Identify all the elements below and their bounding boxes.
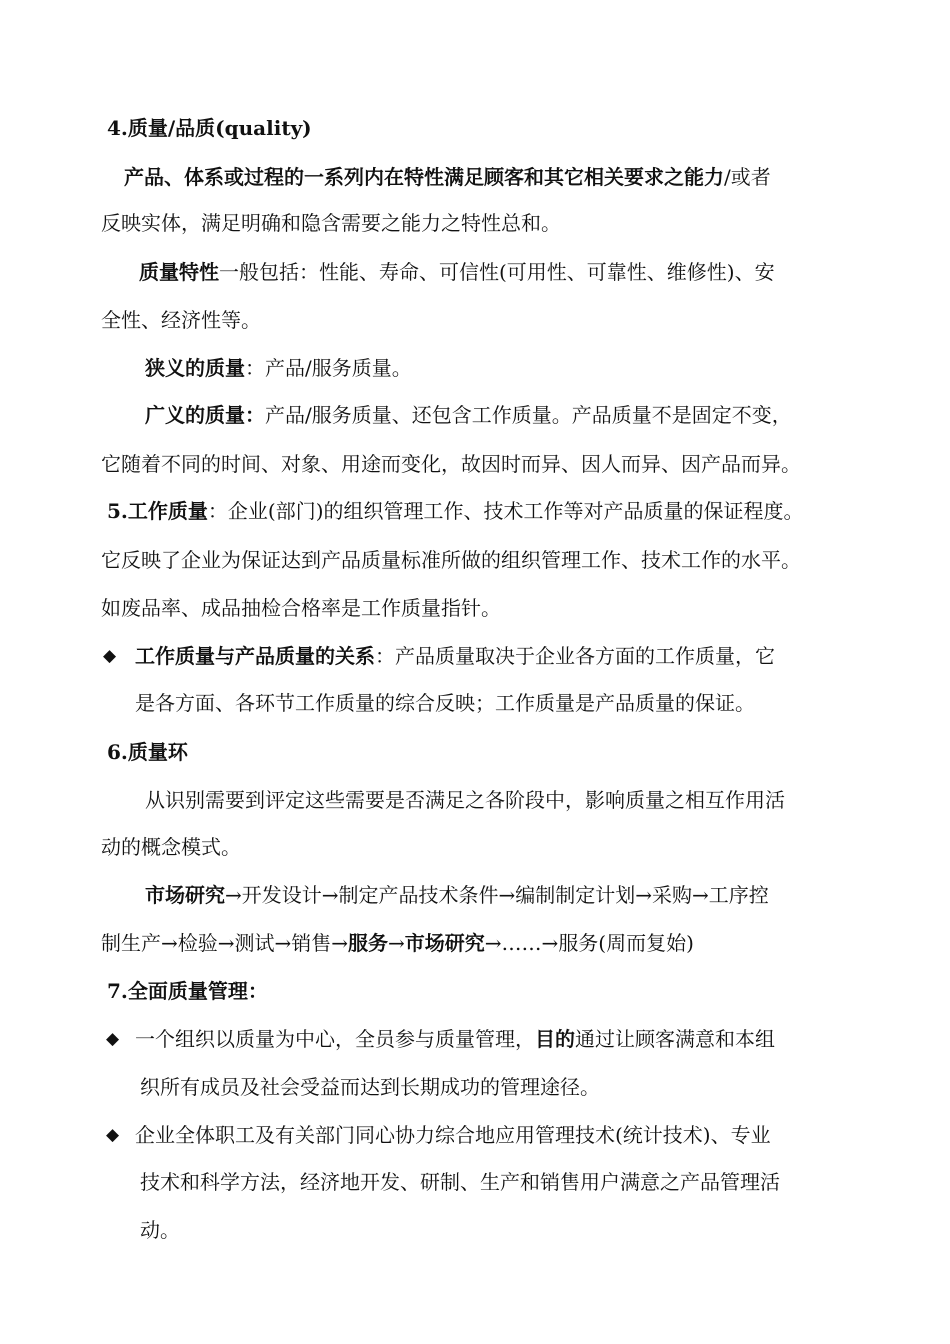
broad-quality [145,401,792,429]
work-quality-line3: 如废品率、成品抽检合格率是工作质量指针。 [101,596,501,620]
relationship-bullet-line2: 是各方面、各环节工作质量的综合反映；工作质量是产品质量的保证。 [135,691,755,715]
quality-definition-bold: 产品、体系或过程的一系列内在特性满足顾客和其它相关要求之能力 [124,165,724,189]
narrow-quality-bold: 狭义的质量 [145,356,245,380]
tqm-bullet-1-bold: 目的 [535,1027,575,1051]
work-quality-line2: 它反映了企业为保证达到产品质量标准所做的组织管理工作、技术工作的水平。 [101,548,801,572]
section-6-heading: 6.质量环 [107,740,188,764]
section-4-heading: 4.质量/品质(quality) [107,116,312,140]
flow-line2-service: 服务 [348,931,389,955]
quality-loop-definition: 从识别需要到评定这些需要是否满足之各阶段中，影响质量之相互作用活 [145,788,785,812]
quality-loop-flow-rest: →开发设计→制定产品技术条件→编制制定计划→采购→工序控 [225,883,769,907]
broad-quality-rest: 产品/服务质量、还包含工作质量。产品质量不是固定不变， [265,403,792,427]
tqm-bullet-1-rest: 通过让顾客满意和本组 [575,1027,775,1051]
quality-loop-flow [145,881,769,909]
flow-line2-arrow: → [388,931,405,955]
bullet-diamond-icon: ◆ [103,646,117,666]
quality-loop-definition-line2: 动的概念模式。 [101,835,241,859]
narrow-quality [145,354,412,382]
narrow-quality-rest: ：产品/服务质量。 [245,356,412,380]
work-quality-rest: ：企业(部门)的组织管理工作、技术工作等对产品质量的保证程度。 [207,499,804,523]
relationship-bullet-bold: 工作质量与产品质量的关系 [135,644,375,668]
work-quality [107,497,804,525]
flow-line2-part-d: →……→服务(周而复始) [484,931,694,955]
section-7-heading: 7.全面质量管理： [107,979,268,1003]
quality-characteristics-bold: 质量特性 [139,260,219,284]
flow-line2-market-research: 市场研究 [404,931,485,955]
quality-definition-rest: /或者 [724,165,771,189]
quality-definition [124,163,771,191]
quality-characteristics [139,258,775,286]
broad-quality-bold: 广义的质量： [145,403,265,427]
tqm-bullet-1-line2: 织所有成员及社会受益而达到长期成功的管理途径。 [140,1075,600,1099]
relationship-bullet-rest: ：产品质量取决于企业各方面的工作质量，它 [375,644,775,668]
tqm-bullet-2: 企业全体职工及有关部门同心协力综合地应用管理技术(统计技术)、专业 [135,1123,771,1147]
quality-characteristics-line2: 全性、经济性等。 [101,308,261,332]
bullet-diamond-icon: ◆ [106,1125,120,1145]
quality-characteristics-rest: 一般包括：性能、寿命、可信性(可用性、可靠性、维修性)、安 [219,260,775,284]
work-quality-bold: 5.工作质量 [107,499,208,523]
tqm-bullet-2-line3: 动。 [140,1218,180,1242]
bullet-diamond-icon: ◆ [106,1029,120,1049]
quality-loop-flow-bold: 市场研究 [145,883,225,907]
tqm-bullet-2-line2: 技术和科学方法，经济地开发、研制、生产和销售用户满意之产品管理活 [140,1170,780,1194]
quality-definition-line2: 反映实体，满足明确和隐含需要之能力之特性总和。 [101,211,561,235]
relationship-bullet [135,642,775,670]
quality-loop-flow-line2 [101,929,694,957]
tqm-bullet-1-a: 一个组织以质量为中心，全员参与质量管理， [135,1027,535,1051]
broad-quality-line2: 它随着不同的时间、对象、用途而变化，故因时而异、因人而异、因产品而异。 [101,452,801,476]
flow-line2-part-a: 制生产→检验→测试→销售→ [101,931,349,955]
tqm-bullet-1 [135,1025,775,1053]
